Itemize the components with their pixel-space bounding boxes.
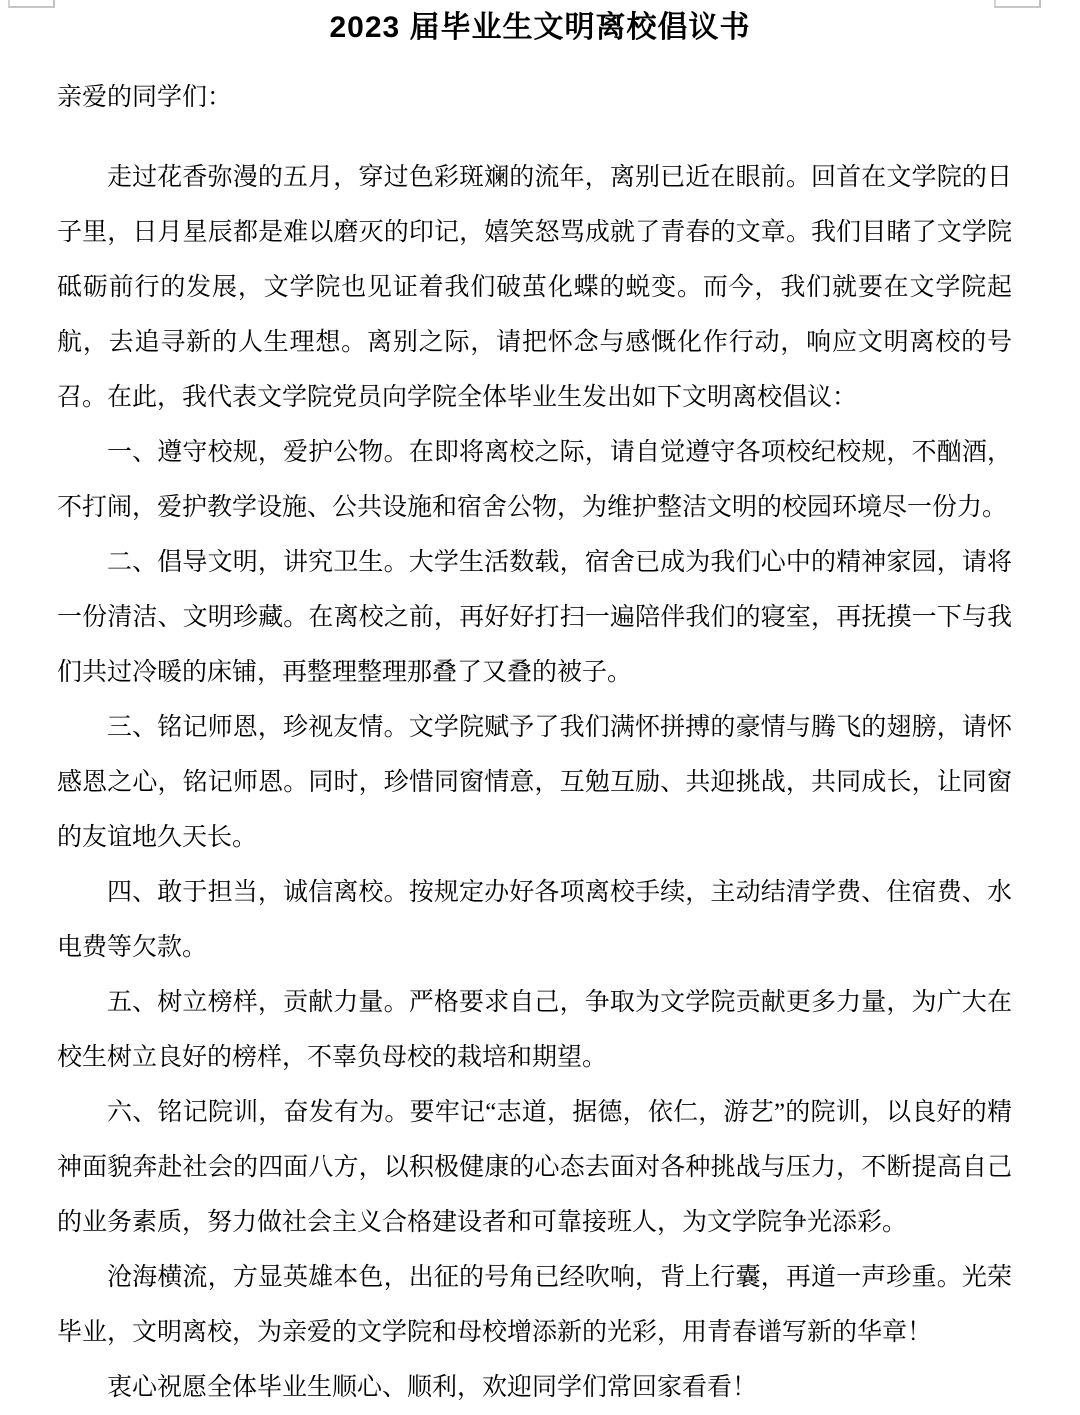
paragraph-item-2: 二、倡导文明，讲究卫生。大学生活数载，宿舍已成为我们心中的精神家园，请将一份清洁、文明珍藏。在离校之前，再好好打扫一遍陪伴我们的寝室，再抚摸一下与我们共过冷暖的床铺，再整理整理那叠了又叠的被子。 xyxy=(57,549,1012,686)
paragraph-closing: 沧海横流，方显英雄本色，出征的号角已经吹响，背上行囊，再道一声珍重。光荣毕业，文明离校，为亲爱的文学院和母校增添新的光彩，用青春谱写新的华章！ xyxy=(57,1264,1012,1346)
paragraph-wish: 衷心祝愿全体毕业生顺心、顺利，欢迎同学们常回家看看！ xyxy=(107,1374,758,1401)
page-corner-mark-right xyxy=(994,0,1041,8)
paragraph-item-6: 六、铭记院训，奋发有为。要牢记“志道，据德，依仁，游艺”的院训，以良好的精神面貌奔赴社会的四面八方，以积极健康的心态去面对各种挑战与压力，不断提高自己的业务素质，努力做社会主义合格建设者和可靠接班人，为文学院争光添彩。 xyxy=(57,1099,1012,1236)
paragraph-item-3: 三、铭记师恩，珍视友情。文学院赋予了我们满怀拼搏的豪情与腾飞的翅膀，请怀感恩之心，铭记师恩。同时，珍惜同窗情意，互勉互励、共迎挑战，共同成长，让同窗的友谊地久天长。 xyxy=(57,714,1012,851)
greeting-line: 亲爱的同学们： xyxy=(57,84,233,111)
paragraph-item-5: 五、树立榜样，贡献力量。严格要求自己，争取为文学院贡献更多力量，为广大在校生树立良好的榜样，不辜负母校的栽培和期望。 xyxy=(57,989,1012,1071)
page-corner-mark-left xyxy=(8,0,55,8)
paragraph-intro: 走过花香弥漫的五月，穿过色彩斑斓的流年，离别已近在眼前。回首在文学院的日子里，日月星辰都是难以磨灭的印记，嬉笑怒骂成就了青春的文章。我们目睹了文学院砥砺前行的发展，文学院也见证着我们破茧化蝶的蜕变。而今，我们就要在文学院起航，去追寻新的人生理想。离别之际，请把怀念与感慨化作行动，响应文明离校的号召。在此，我代表文学院党员向学院全体毕业生发出如下文明离校倡议： xyxy=(57,164,1012,411)
document-title: 2023 届毕业生文明离校倡议书 xyxy=(329,11,751,44)
paragraph-item-1: 一、遵守校规，爱护公物。在即将离校之际，请自觉遵守各项校纪校规，不酗酒，不打闹，爱护教学设施、公共设施和宿舍公物，为维护整洁文明的校园环境尽一份力。 xyxy=(57,439,1012,521)
document-body xyxy=(57,70,1012,1415)
paragraph-item-4: 四、敢于担当，诚信离校。按规定办好各项离校手续，主动结清学费、住宿费、水电费等欠款。 xyxy=(57,879,1012,961)
